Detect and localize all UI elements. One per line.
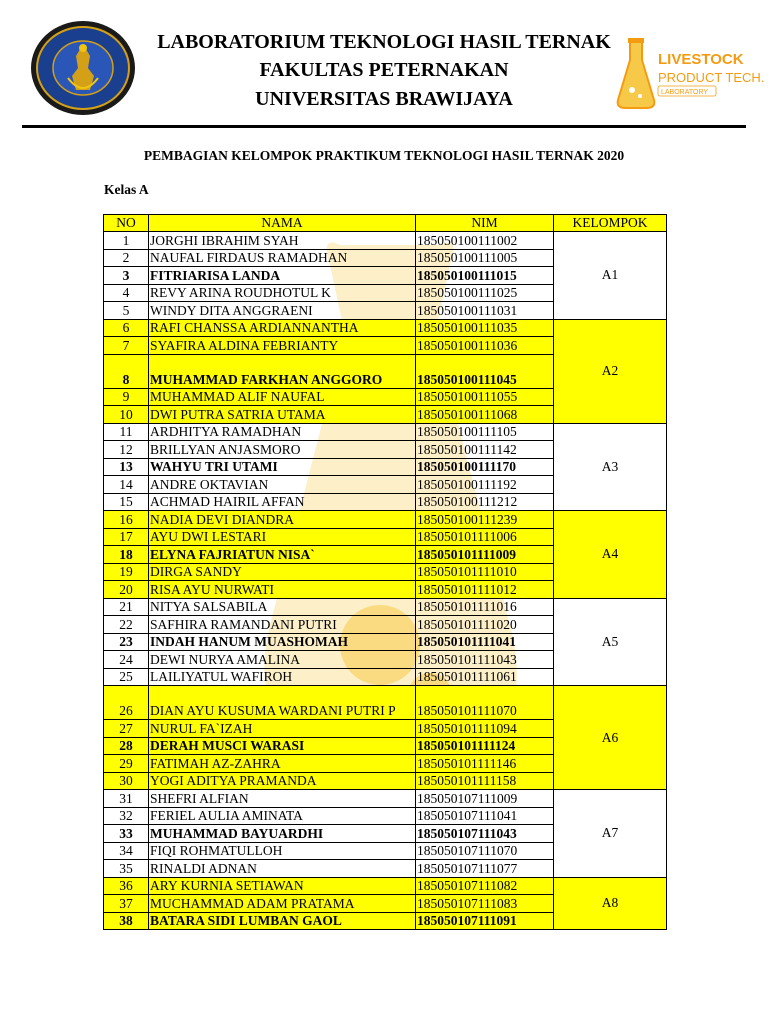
row-no: 29 — [104, 755, 149, 773]
row-nama: MUHAMMAD ALIF NAUFAL — [149, 388, 416, 406]
row-nim: 185050107111009 — [416, 790, 554, 808]
row-nama: INDAH HANUM MUASHOMAH — [149, 633, 416, 651]
row-no: 13 — [104, 458, 149, 476]
row-nim: 185050101111010 — [416, 563, 554, 581]
group-label: A7 — [554, 790, 667, 878]
row-no: 37 — [104, 895, 149, 913]
col-header-nim: NIM — [416, 215, 554, 232]
row-nama: WINDY DITA ANGGRAENI — [149, 302, 416, 320]
row-nim: 185050101111043 — [416, 651, 554, 669]
row-nama: ACHMAD HAIRIL AFFAN — [149, 493, 416, 511]
row-nim: 185050101111124 — [416, 737, 554, 755]
group-label: A5 — [554, 598, 667, 686]
table-row — [104, 423, 667, 441]
row-no: 7 — [104, 337, 149, 355]
row-no: 1 — [104, 232, 149, 250]
group-table — [103, 214, 667, 930]
row-nama: AYU DWI LESTARI — [149, 528, 416, 546]
row-nama: FERIEL AULIA AMINATA — [149, 807, 416, 825]
header-line1: LABORATORIUM TEKNOLOGI HASIL TERNAK — [157, 31, 611, 53]
row-nim: 185050107111082 — [416, 877, 554, 895]
row-nim: 185050101111094 — [416, 720, 554, 738]
row-nim: 185050107111077 — [416, 860, 554, 878]
row-no: 8 — [104, 354, 149, 388]
row-nim: 185050100111002 — [416, 232, 554, 250]
row-no: 18 — [104, 546, 149, 564]
row-nama: NAUFAL FIRDAUS RAMADHAN — [149, 249, 416, 267]
row-nim: 185050100111005 — [416, 249, 554, 267]
row-no: 32 — [104, 807, 149, 825]
row-no: 26 — [104, 686, 149, 720]
row-nama: BATARA SIDI LUMBAN GAOL — [149, 912, 416, 930]
table-row — [104, 686, 667, 720]
group-label: A2 — [554, 319, 667, 423]
row-nim: 185050100111212 — [416, 493, 554, 511]
row-no: 34 — [104, 842, 149, 860]
row-no: 21 — [104, 598, 149, 616]
row-nim: 185050100111068 — [416, 406, 554, 424]
row-no: 28 — [104, 737, 149, 755]
document-title: PEMBAGIAN KELOMPOK PRAKTIKUM TEKNOLOGI HASIL TERNAK 2020 — [143, 148, 625, 163]
row-nim: 185050100111105 — [416, 423, 554, 441]
row-nim: 185050101111020 — [416, 616, 554, 634]
row-no: 22 — [104, 616, 149, 634]
table-row — [104, 232, 667, 250]
row-no: 10 — [104, 406, 149, 424]
table-row — [104, 790, 667, 808]
row-no: 35 — [104, 860, 149, 878]
col-header-nama: NAMA — [149, 215, 416, 232]
row-nama: FITRIARISA LANDA — [149, 267, 416, 285]
row-nim: 185050100111015 — [416, 267, 554, 285]
row-no: 19 — [104, 563, 149, 581]
row-nim: 185050100111170 — [416, 458, 554, 476]
row-nim: 185050107111043 — [416, 825, 554, 843]
row-nama: ELYNA FAJRIATUN NISA` — [149, 546, 416, 564]
row-nama: SHEFRI ALFIAN — [149, 790, 416, 808]
col-header-kelompok: KELOMPOK — [554, 215, 667, 232]
row-nim: 185050101111041 — [416, 633, 554, 651]
row-nim: 185050100111036 — [416, 337, 554, 355]
row-nama: ARDHITYA RAMADHAN — [149, 423, 416, 441]
group-label: A1 — [554, 232, 667, 320]
table-body — [104, 232, 667, 930]
row-nim: 185050100111031 — [416, 302, 554, 320]
row-no: 33 — [104, 825, 149, 843]
row-nama: DIAN AYU KUSUMA WARDANI PUTRI P — [149, 686, 416, 720]
table-header-row — [104, 215, 667, 232]
row-nama: MUHAMMAD FARKHAN ANGGORO — [149, 354, 416, 388]
row-nim: 185050100111025 — [416, 284, 554, 302]
row-no: 30 — [104, 772, 149, 790]
row-nama: RAFI CHANSSA ARDIANNANTHA — [149, 319, 416, 337]
row-nim: 185050100111035 — [416, 319, 554, 337]
row-nama: REVY ARINA ROUDHOTUL K — [149, 284, 416, 302]
row-nama: FATIMAH AZ-ZAHRA — [149, 755, 416, 773]
table-row — [104, 511, 667, 529]
row-no: 9 — [104, 388, 149, 406]
row-nim: 185050101111158 — [416, 772, 554, 790]
row-no: 27 — [104, 720, 149, 738]
row-nama: MUCHAMMAD ADAM PRATAMA — [149, 895, 416, 913]
row-nim: 185050107111070 — [416, 842, 554, 860]
row-nama: NURUL FA`IZAH — [149, 720, 416, 738]
lab-logo-line2: PRODUCT TECH. — [658, 70, 765, 85]
col-header-no: NO — [104, 215, 149, 232]
row-no: 36 — [104, 877, 149, 895]
row-nim: 185050100111055 — [416, 388, 554, 406]
row-nama: NADIA DEVI DIANDRA — [149, 511, 416, 529]
row-nim: 185050100111192 — [416, 476, 554, 494]
row-no: 31 — [104, 790, 149, 808]
row-nim: 185050101111006 — [416, 528, 554, 546]
row-no: 15 — [104, 493, 149, 511]
row-nim: 185050101111016 — [416, 598, 554, 616]
row-nama: JORGHI IBRAHIM SYAH — [149, 232, 416, 250]
row-no: 25 — [104, 668, 149, 686]
row-nim: 185050101111146 — [416, 755, 554, 773]
header-line3: UNIVERSITAS BRAWIJAYA — [255, 88, 513, 110]
table-row — [104, 319, 667, 337]
row-nama: DWI PUTRA SATRIA UTAMA — [149, 406, 416, 424]
row-nim: 185050101111009 — [416, 546, 554, 564]
row-nim: 185050100111142 — [416, 441, 554, 459]
row-no: 4 — [104, 284, 149, 302]
letterhead — [0, 0, 768, 130]
group-label: A3 — [554, 423, 667, 511]
row-no: 2 — [104, 249, 149, 267]
row-nama: LAILIYATUL WAFIROH — [149, 668, 416, 686]
row-nim: 185050100111239 — [416, 511, 554, 529]
row-no: 3 — [104, 267, 149, 285]
row-nim: 185050101111070 — [416, 686, 554, 720]
row-nim: 185050101111061 — [416, 668, 554, 686]
row-nama: YOGI ADITYA PRAMANDA — [149, 772, 416, 790]
row-nama: WAHYU TRI UTAMI — [149, 458, 416, 476]
header-line2: FAKULTAS PETERNAKAN — [259, 59, 509, 81]
row-nama: ANDRE OKTAVIAN — [149, 476, 416, 494]
row-nama: SAFHIRA RAMANDANI PUTRI — [149, 616, 416, 634]
row-nama: SYAFIRA ALDINA FEBRIANTY — [149, 337, 416, 355]
row-nama: DERAH MUSCI WARASI — [149, 737, 416, 755]
row-no: 14 — [104, 476, 149, 494]
row-no: 23 — [104, 633, 149, 651]
row-no: 17 — [104, 528, 149, 546]
row-nim: 185050107111091 — [416, 912, 554, 930]
row-nama: DIRGA SANDY — [149, 563, 416, 581]
row-nim: 185050107111083 — [416, 895, 554, 913]
row-no: 16 — [104, 511, 149, 529]
row-nama: RISA AYU NURWATI — [149, 581, 416, 599]
lab-logo-line1: LIVESTOCK — [658, 51, 744, 68]
row-no: 12 — [104, 441, 149, 459]
group-label: A8 — [554, 877, 667, 930]
row-nim: 185050100111045 — [416, 354, 554, 388]
row-nama: FIQI ROHMATULLOH — [149, 842, 416, 860]
row-no: 11 — [104, 423, 149, 441]
row-no: 6 — [104, 319, 149, 337]
row-nama: DEWI NURYA AMALINA — [149, 651, 416, 669]
row-nim: 185050101111012 — [416, 581, 554, 599]
table-row — [104, 877, 667, 895]
row-nama: NITYA SALSABILA — [149, 598, 416, 616]
row-nama: MUHAMMAD BAYUARDHI — [149, 825, 416, 843]
row-nama: BRILLYAN ANJASMORO — [149, 441, 416, 459]
class-label: Kelas A — [104, 182, 149, 197]
group-label: A6 — [554, 686, 667, 790]
group-label: A4 — [554, 511, 667, 599]
row-no: 38 — [104, 912, 149, 930]
lab-logo-line3: LABORATORY — [661, 89, 709, 96]
table-row — [104, 598, 667, 616]
row-nama: ARY KURNIA SETIAWAN — [149, 877, 416, 895]
header-divider — [22, 125, 746, 128]
row-nama: RINALDI ADNAN — [149, 860, 416, 878]
row-no: 24 — [104, 651, 149, 669]
row-nim: 185050107111041 — [416, 807, 554, 825]
row-no: 5 — [104, 302, 149, 320]
row-no: 20 — [104, 581, 149, 599]
